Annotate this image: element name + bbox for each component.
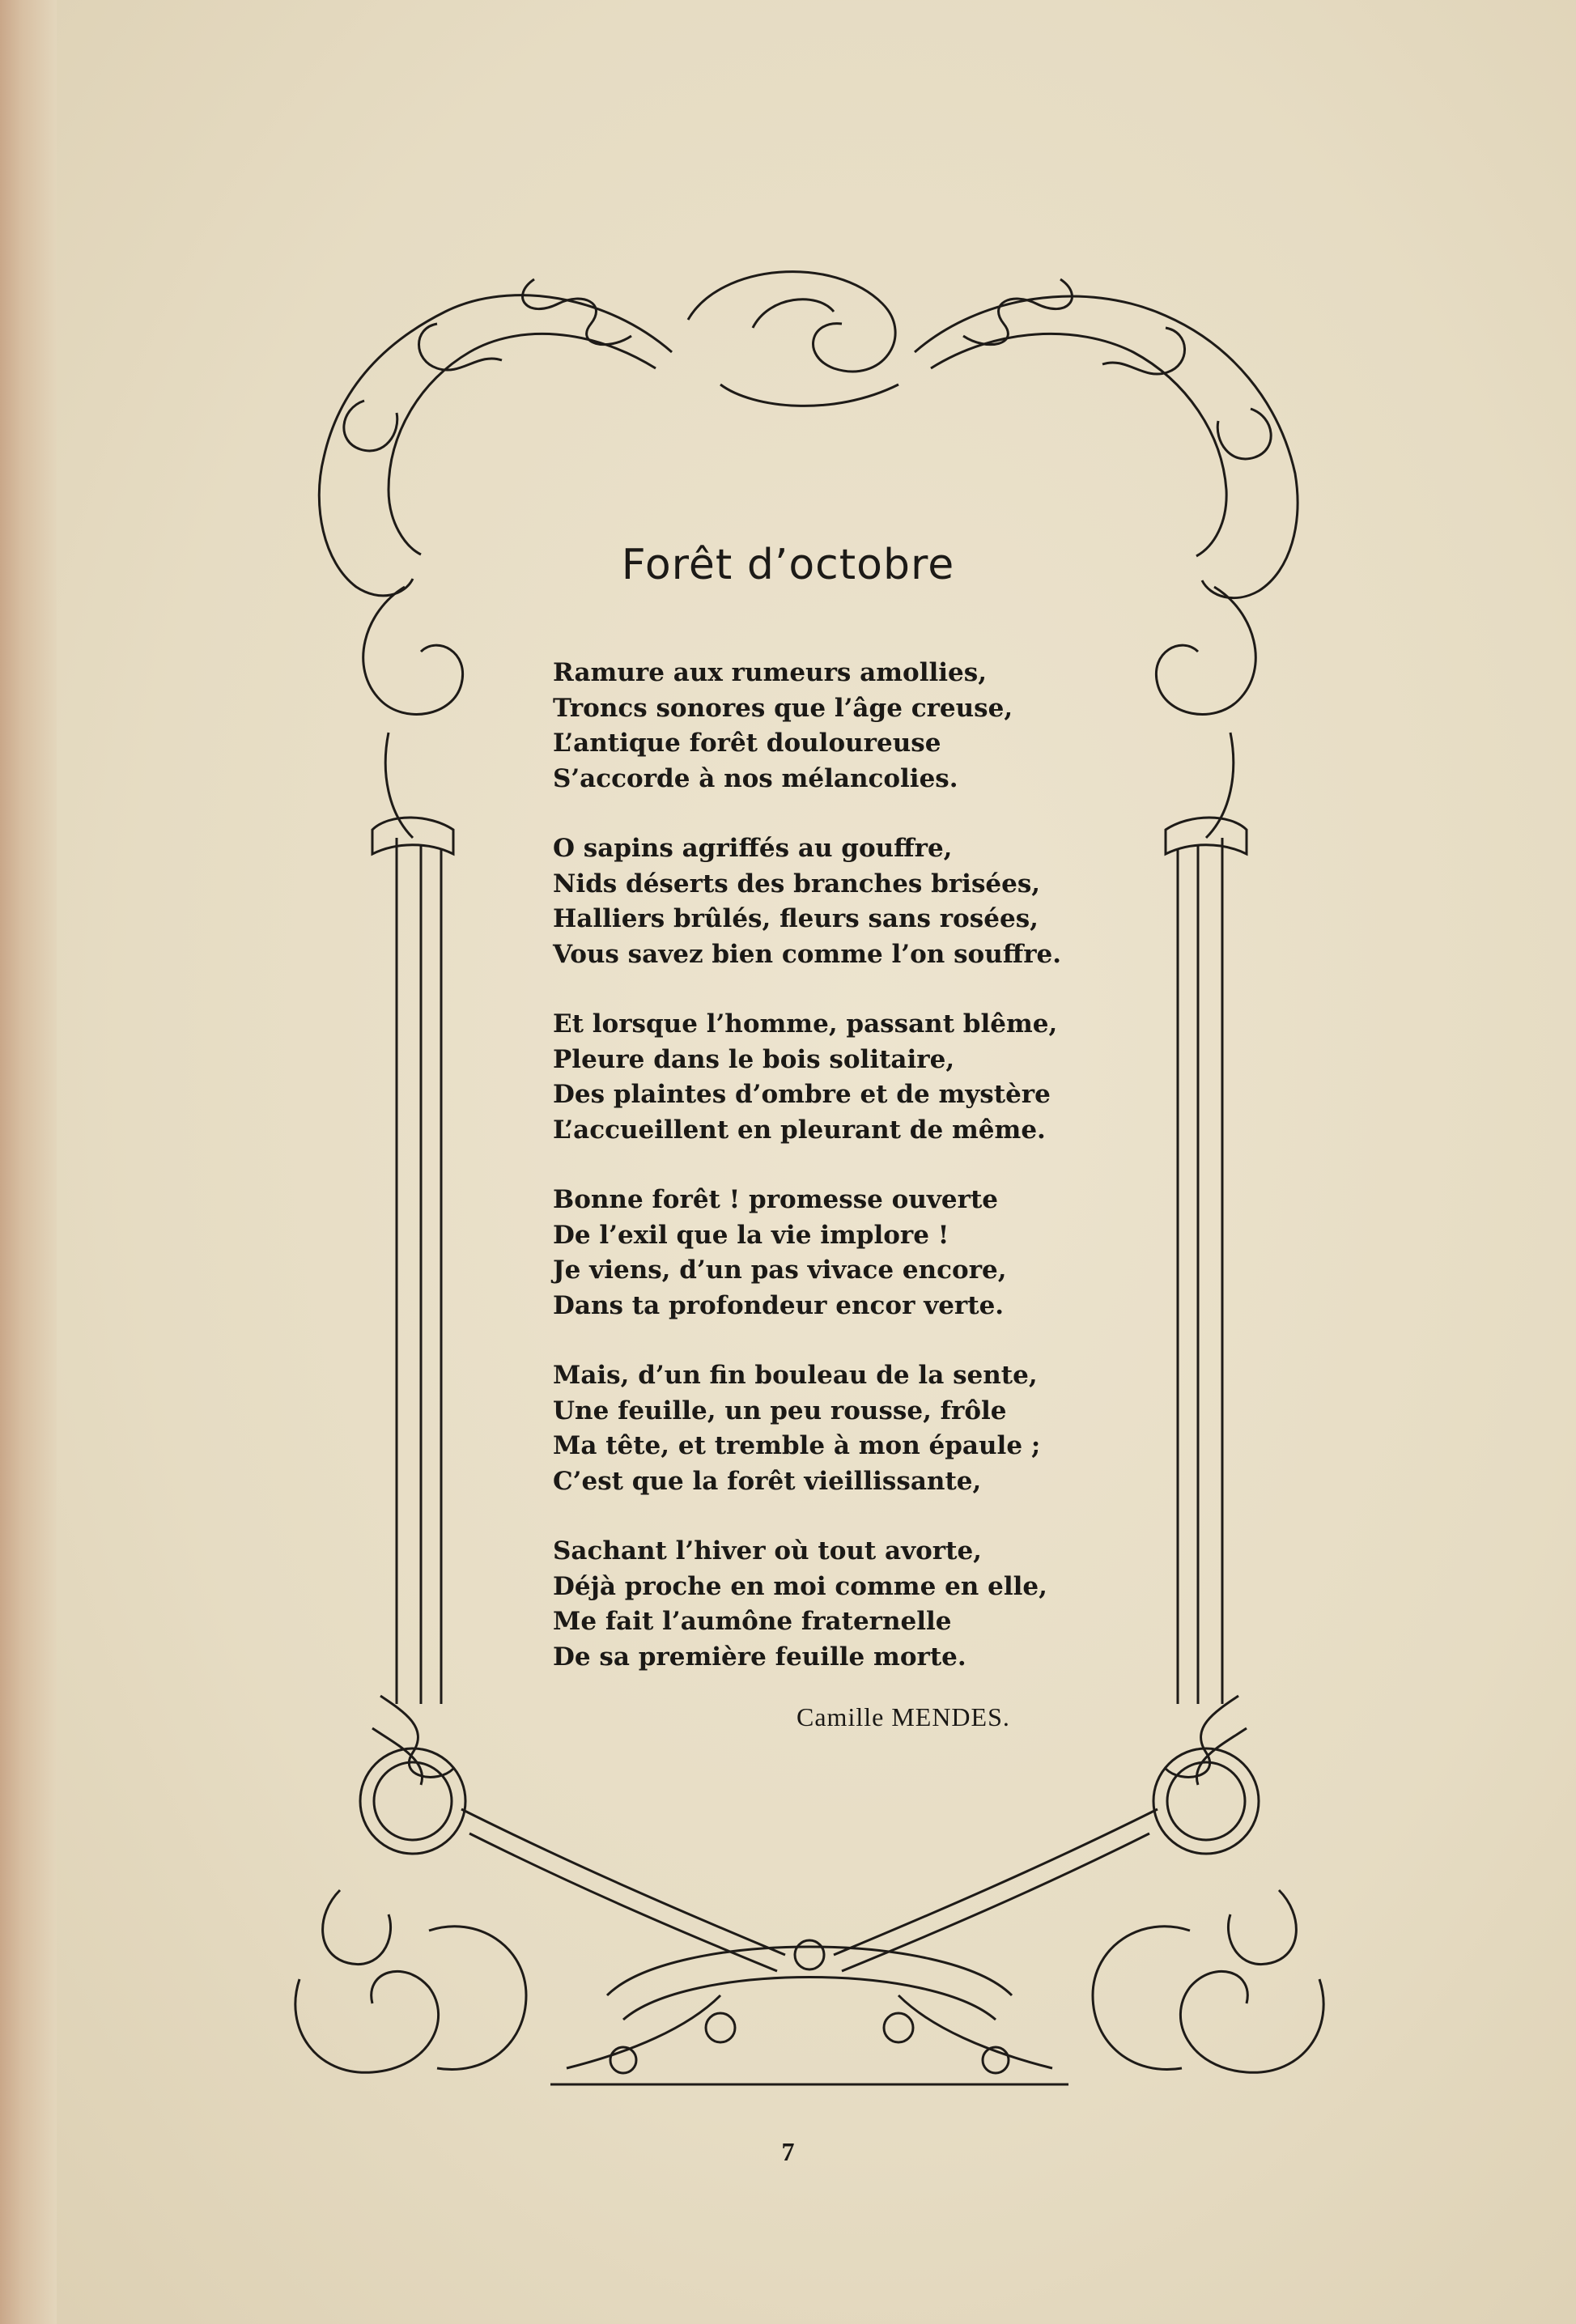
frame-left-scroll [363, 587, 463, 714]
frame-bottom-right-leaf [1180, 1971, 1323, 2072]
poem-author: Camille MENDES. [796, 1702, 1010, 1731]
poem-line: Vous savez bien comme l’on souffre. [553, 939, 1062, 969]
stanza [553, 1534, 1168, 1675]
poem-line: Dans ta profondeur encor verte. [553, 1290, 1005, 1320]
poem-line: Je viens, d’un pas vivace encore, [553, 1255, 1007, 1285]
frame-right-wreath [1153, 1748, 1259, 1854]
poem-line: Pleure dans le bois solitaire, [553, 1044, 955, 1074]
binding-edge [0, 0, 57, 2324]
frame-bottom-left-leaf [295, 1971, 439, 2072]
poem-line: Mais, d’un fin bouleau de la sente, [553, 1361, 1038, 1390]
poem-line: Déjà proche en moi comme en elle, [553, 1571, 1047, 1601]
frame-left-wreath [360, 1748, 465, 1854]
poem-title: Forêt d’octobre [621, 541, 955, 589]
page-number: 7 [781, 2137, 795, 2166]
poem-line: Me fait l’aumône fraternelle [553, 1607, 952, 1636]
poem-line: C’est que la forêt vieillissante, [553, 1466, 982, 1496]
poem-line: Bonne forêt ! promesse ouverte [553, 1185, 999, 1214]
poem-body [553, 656, 1168, 1710]
poem-line: Troncs sonores que l’âge creuse, [553, 693, 1013, 723]
poem-line: Nids déserts des branches brisées, [553, 869, 1041, 899]
stanza [553, 1183, 1168, 1323]
poem-line: Halliers brûlés, fleurs sans rosées, [553, 904, 1039, 933]
stanza [553, 656, 1168, 797]
poem-line: O sapins agriffés au gouffre, [553, 834, 953, 863]
stanza [553, 1007, 1168, 1148]
poem-line: Sachant l’hiver où tout avorte, [553, 1536, 982, 1566]
poem-line: Une feuille, un peu rousse, frôle [553, 1396, 1007, 1425]
stanza [553, 1358, 1168, 1499]
poem-line: De l’exil que la vie implore ! [553, 1220, 949, 1250]
poem-line: Ma tête, et tremble à mon épaule ; [553, 1431, 1041, 1460]
poem-line: Des plaintes d’ombre et de mystère [553, 1080, 1051, 1109]
frame-right-scroll [1156, 587, 1255, 714]
poem-line: Et lorsque l’homme, passant blême, [553, 1009, 1058, 1039]
poem-line: De sa première feuille morte. [553, 1642, 966, 1672]
poem-line: Ramure aux rumeurs amollies, [553, 658, 988, 687]
frame-top-crown [688, 272, 895, 372]
poem-line: S’accorde à nos mélancolies. [553, 763, 958, 793]
poem-line: L’antique forêt douloureuse [553, 729, 941, 758]
stanza [553, 831, 1168, 972]
poem-line: L’accueillent en pleurant de même. [553, 1115, 1046, 1145]
frame-bottom-center [607, 1947, 1012, 1995]
